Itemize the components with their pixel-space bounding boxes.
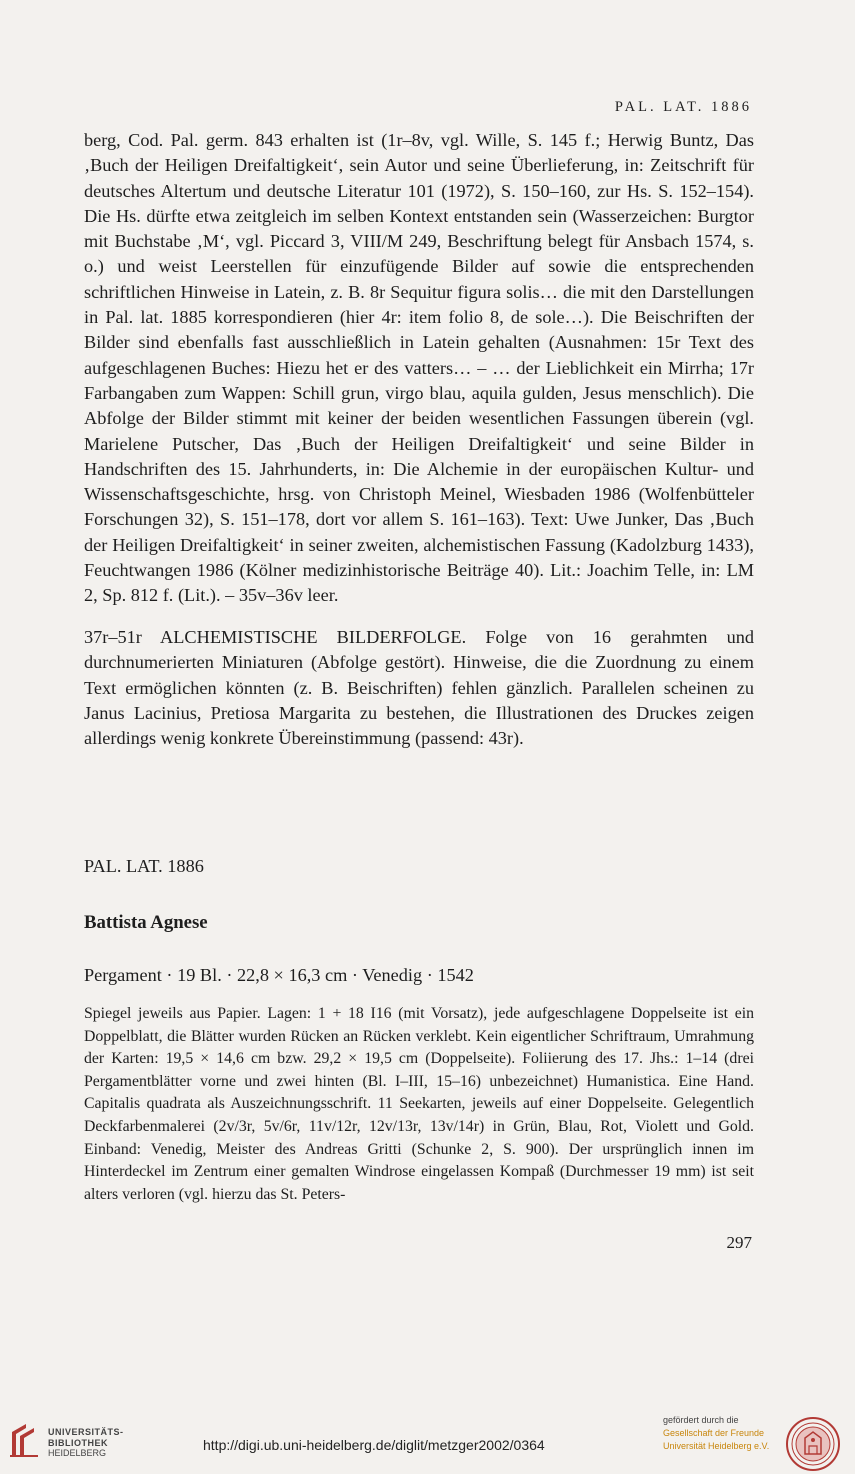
entry-physical-description: Pergament · 19 Bl. · 22,8 × 16,3 cm · Venedig · 1542 bbox=[84, 965, 474, 985]
university-seal-icon bbox=[785, 1416, 841, 1472]
entry-title: Battista Agnese bbox=[84, 912, 208, 933]
sponsor-line: Gesellschaft der Freunde bbox=[663, 1428, 765, 1438]
sponsor-line: Universität Heidelberg e.V. bbox=[663, 1441, 770, 1451]
library-name bbox=[48, 1427, 124, 1459]
paragraph-continuation: berg, Cod. Pal. germ. 843 erhalten ist (1r–8v, vgl. Wille, S. 145 f.; Herwig Buntz, Das ‚Buch der Heiligen Dreifaltigkeit‘, sein Autor und seine Überlieferung, in: Zeitschrift für deutsches Altertum und deutsche Literatur 101 (1972), S. 150–160, zur Hs. S. 152–154). Die Hs. dürfte etwa zeitgleich im selben Kontext entstanden sein (Wasserzeichen: Burgtor mit Buchstabe ‚M‘, vgl. Piccard 3, VIII/M 249, Beschriftung belegt für Ansbach 1574, s. o.) und weist Leerstellen für einzufügende Bilder auf sowie die entsprechenden schriftlichen Hinweise in Latein, z. B. 8r Sequitur figura solis… die mit den Darstellungen in Pal. lat. 1885 korrespondieren (hier 4r: item folio 8, de sole…). Die Beischriften der Bilder sind ebenfalls fast ausschließlich in Latein gehalten (Ausnahmen: 15r Text des aufgeschlagenen Buches: Hiezu het er des vatters… – … der Lieblichkeit ein Mirrha; 17r Farbangaben zum Wappen: Schill grun, virgo blau, aquila gulden, Jesus menschlich). Die Abfolge der Bilder stimmt mit keiner der beiden wesentlichen Fassungen überein (vgl. Marielene Putscher, Das ‚Buch der Heiligen Dreifaltigkeit‘ und seine Bilder in Handschriften des 15. Jahrhunderts, in: Die Alchemie in der europäischen Kultur- und Wissenschaftsgeschichte, hrsg. von Christoph Meinel, Wiesbaden 1986 (Wolfenbütteler Forschungen 32), S. 151–178, dort vor allem S. 161–163). Text: Uwe Junker, Das ‚Buch der Heiligen Dreifaltigkeit‘ in seiner zweiten, alchemistischen Fassung (Kadolzburg 1433), Feuchtwangen 1986 (Kölner medizinhistorische Beiträge 40). Lit.: Joachim Telle, in: LM 2, Sp. 812 f. (Lit.). – 35v–36v leer. bbox=[84, 130, 754, 606]
page-number: 297 bbox=[726, 1233, 752, 1252]
permalink-url[interactable]: http://digi.ub.uni-heidelberg.de/diglit/metzger2002/0364 bbox=[203, 1437, 545, 1453]
paragraph-alchemical-series: 37r–51r ALCHEMISTISCHE BILDERFOLGE. Folge von 16 gerahmten und durchnumerierten Miniaturen (Abfolge gestört). Hinweise, die die Zuordnung zu einem Text ermöglichen könnten (z. B. Beischriften) fehlen gänzlich. Parallelen scheinen zu Janus Lacinius, Pretiosa Margarita zu bestehen, die Illustrationen des Druckes zeigen allerdings wenig konkrete Übereinstimmung (passend: 43r). bbox=[84, 627, 754, 749]
sponsor-line: gefördert durch die bbox=[663, 1415, 739, 1425]
library-name-line: HEIDELBERG bbox=[48, 1448, 107, 1458]
running-head: PAL. LAT. 1886 bbox=[614, 99, 752, 115]
sponsor-text bbox=[663, 1414, 769, 1453]
library-name-line: BIBLIOTHEK bbox=[48, 1437, 108, 1448]
paragraph-codicology: Spiegel jeweils aus Papier. Lagen: 1 + 18 I16 (mit Vorsatz), jede aufgeschlagene Doppelseite ist ein Doppelblatt, die Blätter wurden Rücken an Rücken verklebt. Kein eigentlicher Schriftraum, Umrahmung der Karten: 19,5 × 14,6 cm bzw. 29,2 × 19,5 cm (Doppelseite). Foliierung des 17. Jhs.: 1–14 (drei Pergamentblätter vorne und zwei hinten (Bl. I–III, 15–16) unbezeichnet) Humanistica. Eine Hand. Capitalis quadrata als Auszeichnungsschrift. 11 Seekarten, jeweils auf einer Doppelseite. Gelegentlich Deckfarbenmalerei (2v/3r, 5v/6r, 11v/12r, 12v/13r, 13v/14r) in Grün, Blau, Rot, Violett und Gold. Einband: Venedig, Meister des Andreas Gritti (Schunke 2, S. 900). Der ursprünglich innen im Hinterdeckel im Zentrum einer gemalten Windrose eingelassen Kompaß (Durchmesser 19 mm) ist seit alters verloren (vgl. hierzu das St. Peters- bbox=[84, 1005, 754, 1203]
library-name-line: UNIVERSITÄTS- bbox=[48, 1427, 124, 1437]
digitization-footer bbox=[0, 1400, 855, 1474]
library-logo-icon bbox=[8, 1422, 42, 1458]
entry-shelfmark: PAL. LAT. 1886 bbox=[84, 856, 204, 876]
